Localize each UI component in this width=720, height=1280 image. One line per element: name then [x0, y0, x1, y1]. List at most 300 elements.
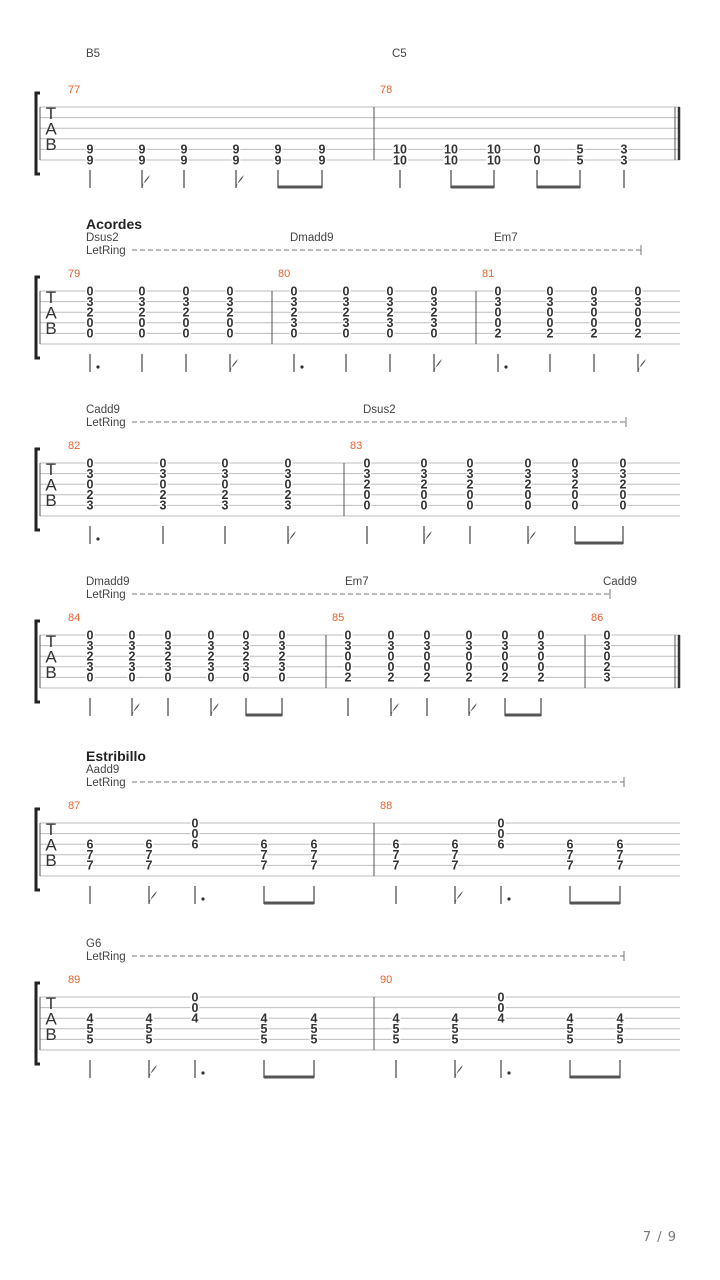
let-ring-label: LetRing [86, 589, 126, 601]
fret-number: 2 [221, 488, 229, 503]
fret-number: 3 [501, 638, 509, 653]
fret-number: 5 [566, 1032, 574, 1047]
fret-number: 0 [207, 628, 215, 643]
fret-number: 3 [86, 660, 94, 675]
section-title: Estribillo [86, 748, 146, 764]
system-bracket [36, 809, 40, 890]
fret-number: 0 [634, 305, 642, 320]
fret-number: 7 [145, 858, 153, 873]
fret-number: 3 [465, 638, 473, 653]
fret-number: 4 [616, 1011, 624, 1026]
measure-number: 88 [380, 800, 393, 812]
fret-number: 0 [466, 456, 474, 471]
fret-number: 0 [465, 649, 473, 664]
fret-number: 0 [494, 316, 502, 331]
fret-number: 9 [180, 153, 188, 168]
fret-number: 10 [393, 153, 407, 168]
fret-number: 0 [533, 142, 541, 157]
fret-number: 0 [524, 498, 532, 513]
fret-number: 0 [501, 649, 509, 664]
fret-number: 3 [128, 660, 136, 675]
chord-name: C5 [392, 48, 407, 60]
eighth-flag [434, 359, 442, 372]
measure-number: 87 [68, 800, 81, 812]
eighth-flag [230, 359, 238, 372]
fret-number: 3 [342, 294, 350, 309]
fret-number: 3 [344, 638, 352, 653]
fret-number: 3 [284, 498, 292, 513]
fret-number: 6 [191, 837, 199, 852]
fret-number: 5 [86, 1032, 94, 1047]
fret-number: 7 [260, 858, 268, 873]
fret-number: 2 [86, 649, 94, 664]
fret-number: 0 [138, 326, 146, 341]
fret-number: 0 [524, 488, 532, 503]
fret-number: 7 [310, 848, 318, 863]
fret-number: 5 [86, 1022, 94, 1037]
fret-number: 9 [274, 142, 282, 157]
fret-number: 2 [242, 649, 250, 664]
fret-number: 3 [221, 498, 229, 513]
fret-number: 0 [466, 488, 474, 503]
fret-number: 0 [497, 816, 505, 831]
fret-number: 5 [392, 1032, 400, 1047]
chord-name: Em7 [494, 232, 518, 244]
tab-clef-letter: T [45, 632, 57, 651]
fret-number: 5 [576, 142, 584, 157]
fret-number: 3 [226, 294, 234, 309]
fret-number: 6 [497, 837, 505, 852]
chord-name: Aadd9 [86, 764, 120, 776]
fret-number: 0 [423, 649, 431, 664]
fret-number: 0 [86, 456, 94, 471]
tab-clef-letter: A [45, 1009, 57, 1029]
measure-number: 82 [68, 440, 81, 452]
rhythm-dot [507, 897, 510, 900]
fret-number: 2 [590, 326, 598, 341]
fret-number: 0 [363, 488, 371, 503]
fret-number: 9 [138, 142, 146, 157]
fret-number: 10 [487, 153, 501, 168]
fret-number: 0 [128, 628, 136, 643]
fret-number: 7 [392, 848, 400, 863]
measure-number: 85 [332, 612, 345, 624]
fret-number: 0 [164, 670, 172, 685]
tab-clef-letter: B [45, 851, 57, 870]
eighth-flag [424, 531, 432, 544]
fret-number: 2 [363, 477, 371, 492]
fret-number: 2 [207, 649, 215, 664]
let-ring-label: LetRing [86, 417, 126, 429]
section-title: Acordes [86, 216, 143, 232]
fret-number: 3 [242, 660, 250, 675]
fret-number: 0 [430, 326, 438, 341]
fret-number: 3 [182, 294, 190, 309]
fret-number: 0 [290, 326, 298, 341]
fret-number: 0 [86, 284, 94, 299]
fret-number: 3 [619, 466, 627, 481]
fret-number: 0 [221, 456, 229, 471]
fret-number: 0 [420, 456, 428, 471]
fret-number: 0 [159, 456, 167, 471]
fret-number: 2 [284, 488, 292, 503]
fret-number: 3 [159, 466, 167, 481]
fret-number: 3 [466, 466, 474, 481]
fret-number: 5 [145, 1032, 153, 1047]
fret-number: 2 [524, 477, 532, 492]
fret-number: 10 [444, 142, 458, 157]
fret-number: 0 [191, 816, 199, 831]
fret-number: 3 [634, 294, 642, 309]
fret-number: 3 [603, 638, 611, 653]
tab-clef-letter: T [45, 104, 57, 123]
fret-number: 3 [290, 316, 298, 331]
eighth-flag [455, 891, 463, 904]
fret-number: 0 [494, 284, 502, 299]
fret-number: 3 [128, 638, 136, 653]
fret-number: 3 [278, 638, 286, 653]
fret-number: 3 [430, 316, 438, 331]
eighth-flag [142, 175, 150, 188]
tab-clef-letter: B [45, 663, 57, 682]
fret-number: 4 [310, 1011, 318, 1026]
fret-number: 0 [191, 826, 199, 841]
fret-number: 9 [232, 142, 240, 157]
fret-number: 7 [451, 848, 459, 863]
fret-number: 3 [524, 466, 532, 481]
fret-number: 2 [466, 477, 474, 492]
chord-name: Cadd9 [603, 576, 637, 588]
fret-number: 3 [207, 660, 215, 675]
measure-number: 79 [68, 268, 81, 280]
fret-number: 4 [497, 1011, 505, 1026]
fret-number: 0 [138, 284, 146, 299]
fret-number: 0 [363, 498, 371, 513]
fret-number: 0 [546, 284, 554, 299]
fret-number: 0 [86, 628, 94, 643]
fret-number: 0 [387, 628, 395, 643]
fret-number: 0 [497, 1000, 505, 1015]
fret-number: 0 [619, 498, 627, 513]
fret-number: 9 [318, 142, 326, 157]
fret-number: 0 [128, 670, 136, 685]
fret-number: 6 [451, 837, 459, 852]
chord-name: Dsus2 [86, 232, 119, 244]
tab-clef-letter: A [45, 119, 57, 139]
fret-number: 0 [182, 284, 190, 299]
fret-number: 4 [86, 1011, 94, 1026]
fret-number: 2 [619, 477, 627, 492]
fret-number: 5 [392, 1022, 400, 1037]
fret-number: 2 [634, 326, 642, 341]
fret-number: 3 [284, 466, 292, 481]
fret-number: 0 [344, 628, 352, 643]
system-bracket [36, 621, 40, 702]
fret-number: 0 [420, 488, 428, 503]
fret-number: 2 [423, 670, 431, 685]
fret-number: 7 [86, 858, 94, 873]
rhythm-dot [507, 1071, 510, 1074]
fret-number: 2 [164, 649, 172, 664]
rhythm-beam [278, 186, 322, 189]
tab-clef-letter: A [45, 647, 57, 667]
fret-number: 0 [497, 826, 505, 841]
fret-number: 0 [278, 670, 286, 685]
fret-number: 0 [590, 316, 598, 331]
fret-number: 2 [182, 305, 190, 320]
fret-number: 2 [386, 305, 394, 320]
fret-number: 2 [128, 649, 136, 664]
fret-number: 6 [566, 837, 574, 852]
rhythm-beam [264, 1076, 314, 1079]
fret-number: 9 [138, 153, 146, 168]
chord-name: Dmadd9 [290, 232, 334, 244]
fret-number: 6 [392, 837, 400, 852]
fret-number: 0 [420, 498, 428, 513]
fret-number: 4 [191, 1011, 199, 1026]
system-bracket [36, 983, 40, 1064]
fret-number: 3 [590, 294, 598, 309]
fret-number: 3 [278, 660, 286, 675]
fret-number: 2 [465, 670, 473, 685]
rhythm-beam [537, 186, 580, 189]
eighth-flag [236, 175, 244, 188]
fret-number: 10 [487, 142, 501, 157]
measure-number: 89 [68, 974, 81, 986]
rhythm-dot [201, 1071, 204, 1074]
fret-number: 0 [191, 990, 199, 1005]
fret-number: 0 [344, 660, 352, 675]
fret-number: 9 [86, 142, 94, 157]
measure-number: 83 [350, 440, 363, 452]
fret-number: 6 [616, 837, 624, 852]
fret-number: 0 [138, 316, 146, 331]
fret-number: 0 [465, 660, 473, 675]
fret-number: 4 [392, 1011, 400, 1026]
fret-number: 0 [524, 456, 532, 471]
fret-number: 5 [310, 1022, 318, 1037]
fret-number: 0 [619, 488, 627, 503]
fret-number: 3 [290, 294, 298, 309]
fret-number: 3 [537, 638, 545, 653]
fret-number: 3 [86, 294, 94, 309]
fret-number: 10 [444, 153, 458, 168]
fret-number: 3 [423, 638, 431, 653]
chord-name: Em7 [345, 576, 369, 588]
fret-number: 0 [386, 284, 394, 299]
fret-number: 6 [260, 837, 268, 852]
chord-name: B5 [86, 48, 101, 60]
measure-number: 81 [482, 268, 495, 280]
system-bracket [36, 93, 40, 174]
fret-number: 0 [342, 284, 350, 299]
fret-number: 7 [392, 858, 400, 873]
fret-number: 4 [566, 1011, 574, 1026]
fret-number: 0 [590, 305, 598, 320]
tab-clef-letter: A [45, 835, 57, 855]
rhythm-beam [264, 902, 314, 905]
fret-number: 7 [451, 858, 459, 873]
fret-number: 3 [159, 498, 167, 513]
fret-number: 3 [620, 153, 628, 168]
rhythm-dot [96, 365, 99, 368]
fret-number: 0 [164, 628, 172, 643]
fret-number: 2 [159, 488, 167, 503]
fret-number: 0 [182, 316, 190, 331]
fret-number: 0 [86, 326, 94, 341]
fret-number: 2 [571, 477, 579, 492]
tab-clef-letter: T [45, 460, 57, 479]
fret-number: 0 [571, 498, 579, 513]
fret-number: 0 [423, 660, 431, 675]
fret-number: 5 [566, 1022, 574, 1037]
rhythm-beam [570, 1076, 620, 1079]
fret-number: 2 [86, 488, 94, 503]
fret-number: 0 [465, 628, 473, 643]
fret-number: 10 [393, 142, 407, 157]
fret-number: 0 [242, 628, 250, 643]
fret-number: 2 [546, 326, 554, 341]
fret-number: 0 [226, 316, 234, 331]
fret-number: 0 [207, 670, 215, 685]
fret-number: 2 [342, 305, 350, 320]
fret-number: 2 [501, 670, 509, 685]
fret-number: 0 [494, 305, 502, 320]
fret-number: 0 [533, 153, 541, 168]
fret-number: 2 [138, 305, 146, 320]
fret-number: 6 [310, 837, 318, 852]
system-bracket [36, 449, 40, 530]
fret-number: 0 [603, 628, 611, 643]
eighth-flag [149, 1065, 157, 1078]
fret-number: 0 [284, 456, 292, 471]
fret-number: 0 [634, 316, 642, 331]
fret-number: 4 [260, 1011, 268, 1026]
fret-number: 5 [616, 1022, 624, 1037]
fret-number: 4 [145, 1011, 153, 1026]
fret-number: 0 [86, 316, 94, 331]
fret-number: 3 [571, 466, 579, 481]
fret-number: 0 [590, 284, 598, 299]
tab-clef-letter: A [45, 303, 57, 323]
fret-number: 5 [576, 153, 584, 168]
fret-number: 4 [451, 1011, 459, 1026]
fret-number: 0 [344, 649, 352, 664]
tab-clef-letter: B [45, 135, 57, 154]
fret-number: 0 [182, 326, 190, 341]
fret-number: 0 [501, 628, 509, 643]
fret-number: 7 [260, 848, 268, 863]
fret-number: 3 [86, 638, 94, 653]
fret-number: 2 [537, 670, 545, 685]
fret-number: 0 [537, 628, 545, 643]
rhythm-dot [504, 365, 507, 368]
fret-number: 0 [363, 456, 371, 471]
eighth-flag [528, 531, 536, 544]
chord-name: G6 [86, 938, 102, 950]
tab-clef-letter: B [45, 319, 57, 338]
fret-number: 7 [86, 848, 94, 863]
measure-number: 90 [380, 974, 393, 986]
fret-number: 0 [290, 284, 298, 299]
fret-number: 2 [494, 326, 502, 341]
eighth-flag [132, 703, 140, 716]
fret-number: 0 [342, 326, 350, 341]
fret-number: 0 [387, 649, 395, 664]
fret-number: 9 [232, 153, 240, 168]
fret-number: 5 [451, 1022, 459, 1037]
fret-number: 9 [274, 153, 282, 168]
fret-number: 0 [537, 649, 545, 664]
fret-number: 0 [387, 660, 395, 675]
tab-clef-letter: B [45, 1025, 57, 1044]
fret-number: 5 [260, 1022, 268, 1037]
fret-number: 2 [420, 477, 428, 492]
fret-number: 0 [278, 628, 286, 643]
fret-number: 2 [86, 305, 94, 320]
measure-number: 77 [68, 84, 81, 96]
fret-number: 7 [616, 848, 624, 863]
tab-clef-letter: B [45, 491, 57, 510]
fret-number: 5 [145, 1022, 153, 1037]
fret-number: 0 [86, 477, 94, 492]
fret-number: 0 [497, 990, 505, 1005]
fret-number: 0 [423, 628, 431, 643]
eighth-flag [391, 703, 399, 716]
fret-number: 3 [386, 316, 394, 331]
fret-number: 2 [226, 305, 234, 320]
measure-number: 78 [380, 84, 393, 96]
eighth-flag [469, 703, 477, 716]
fret-number: 3 [164, 638, 172, 653]
rhythm-beam [246, 714, 282, 717]
fret-number: 2 [344, 670, 352, 685]
rhythm-beam [575, 542, 623, 545]
fret-number: 0 [546, 316, 554, 331]
fret-number: 0 [242, 670, 250, 685]
fret-number: 7 [566, 848, 574, 863]
measure-number: 80 [278, 268, 291, 280]
fret-number: 7 [566, 858, 574, 873]
fret-number: 3 [603, 670, 611, 685]
eighth-flag [638, 359, 646, 372]
fret-number: 2 [430, 305, 438, 320]
fret-number: 7 [310, 858, 318, 873]
fret-number: 3 [164, 660, 172, 675]
chord-name: Dsus2 [363, 404, 396, 416]
fret-number: 5 [260, 1032, 268, 1047]
tab-clef-letter: T [45, 994, 57, 1013]
tab-clef-letter: T [45, 288, 57, 307]
fret-number: 9 [318, 153, 326, 168]
fret-number: 2 [290, 305, 298, 320]
fret-number: 0 [430, 284, 438, 299]
fret-number: 0 [603, 649, 611, 664]
fret-number: 3 [86, 498, 94, 513]
fret-number: 6 [145, 837, 153, 852]
fret-number: 3 [86, 466, 94, 481]
measure-number: 86 [591, 612, 604, 624]
fret-number: 0 [619, 456, 627, 471]
let-ring-label: LetRing [86, 951, 126, 963]
measure-number: 84 [68, 612, 81, 624]
fret-number: 3 [420, 466, 428, 481]
page-number: 7 / 9 [642, 1230, 677, 1245]
fret-number: 3 [138, 294, 146, 309]
eighth-flag [211, 703, 219, 716]
rhythm-dot [300, 365, 303, 368]
fret-number: 7 [145, 848, 153, 863]
